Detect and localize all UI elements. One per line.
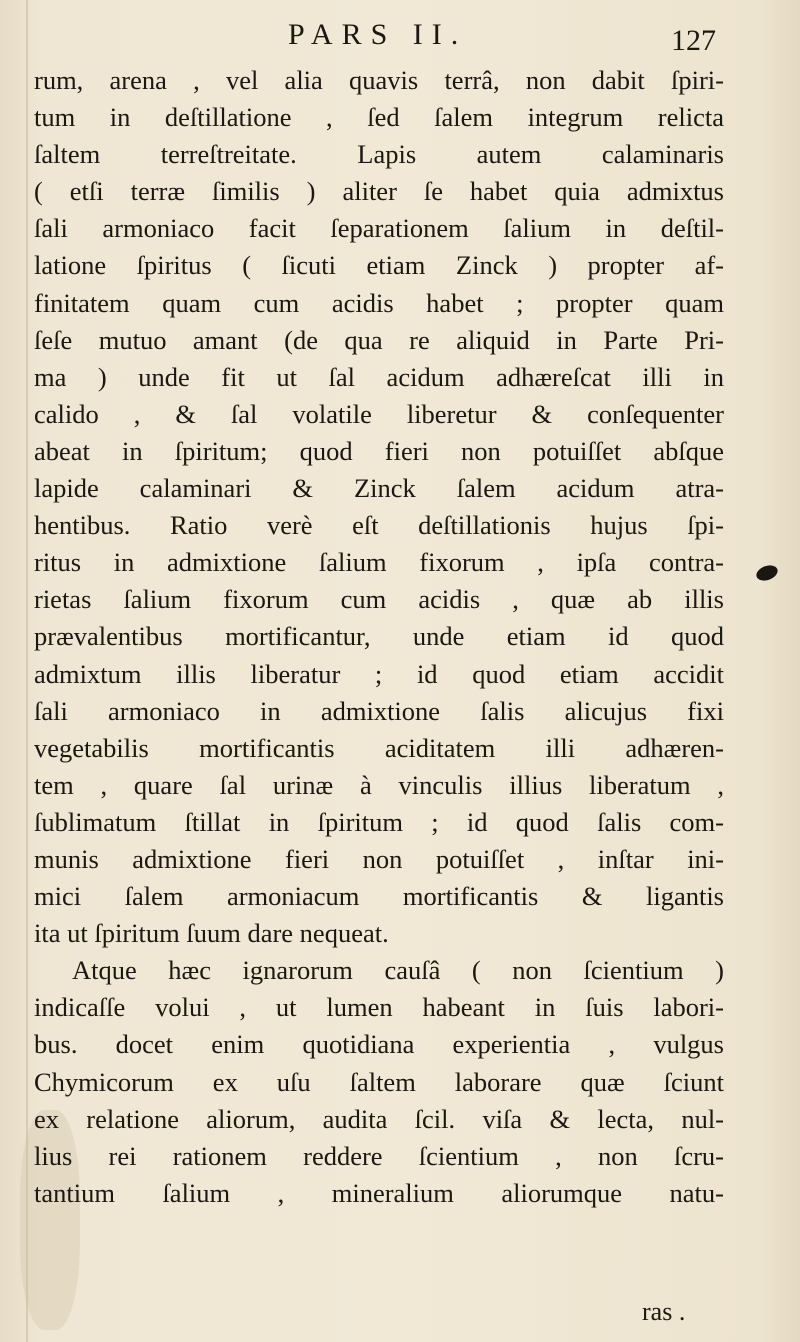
text-line: ſali armoniaco in admixtione ſalis alicujus fixi <box>34 695 724 726</box>
text-line: ſali armoniaco facit ſeparationem ſalium in deſtil- <box>34 213 724 244</box>
text-line: ritus in admixtione ſalium fixorum , ipſa contra- <box>34 547 724 578</box>
text-line: ita ut ſpiritum ſuum dare nequeat. <box>34 918 389 949</box>
text-line: abeat in ſpiritum; quod fieri non potuiſſet abſque <box>34 435 724 466</box>
text-line: tem , quare ſal urinæ à vinculis illius liberatum , <box>34 769 724 800</box>
text-line: lius rei rationem reddere ſcientium , non ſcru- <box>34 1140 724 1171</box>
page-header <box>0 8 800 58</box>
text-line: bus. docet enim quotidiana experientia , vulgus <box>34 1029 724 1060</box>
text-line: admixtum illis liberatur ; id quod etiam accidit <box>34 658 724 689</box>
text-line: munis admixtione fieri non potuiſſet , inſtar ini- <box>34 843 724 874</box>
text-line: vegetabilis mortificantis aciditatem illi adhæren- <box>34 732 724 763</box>
text-line: hentibus. Ratio verè eſt deſtillationis hujus ſpi- <box>34 510 724 541</box>
catchword: ras . <box>642 1297 686 1326</box>
text-line: rum, arena , vel alia quavis terrâ, non dabit ſpiri- <box>34 65 724 95</box>
text-line: Atque hæc ignarorum cauſâ ( non ſcientium ) <box>72 955 724 986</box>
text-line: mici ſalem armoniacum mortificantis & ligantis <box>34 881 724 912</box>
text-line: latione ſpiritus ( ſicuti etiam Zinck ) propter af- <box>34 250 724 281</box>
page-number: 127 <box>671 24 716 57</box>
text-line: Chymicorum ex uſu ſaltem laborare quæ ſciunt <box>34 1066 724 1097</box>
text-line: calido , & ſal volatile liberetur & conſequenter <box>34 398 724 429</box>
text-line: ſaltem terreſtreitate. Lapis autem calaminaris <box>34 139 724 170</box>
text-line: indicaſſe volui , ut lumen habeant in ſuis labori- <box>34 992 724 1023</box>
text-line: ma ) unde fit ut ſal acidum adhæreſcat illi in <box>34 361 724 392</box>
text-line: ex relatione aliorum, audita ſcil. viſa & lecta, nul- <box>34 1103 724 1134</box>
running-title: PARS II. <box>288 18 468 51</box>
text-line: finitatem quam cum acidis habet ; propter quam <box>34 287 724 318</box>
text-line: ſeſe mutuo amant (de qua re aliquid in Parte Pri- <box>34 324 724 355</box>
body-text <box>34 62 724 1212</box>
text-line: tantium ſalium , mineralium aliorumque natu- <box>34 1177 724 1208</box>
text-line: ( etſi terræ ſimilis ) aliter ſe habet quia admixtus <box>34 176 724 207</box>
ink-blot <box>754 563 779 584</box>
text-line: rietas ſalium fixorum cum acidis , quæ ab illis <box>34 584 724 615</box>
text-line: lapide calaminari & Zinck ſalem acidum atra- <box>34 473 724 504</box>
text-line: prævalentibus mortificantur, unde etiam id quod <box>34 621 724 652</box>
text-line: tum in deſtillatione , ſed ſalem integrum relicta <box>34 102 724 133</box>
text-line: ſublimatum ſtillat in ſpiritum ; id quod ſalis com- <box>34 806 724 837</box>
